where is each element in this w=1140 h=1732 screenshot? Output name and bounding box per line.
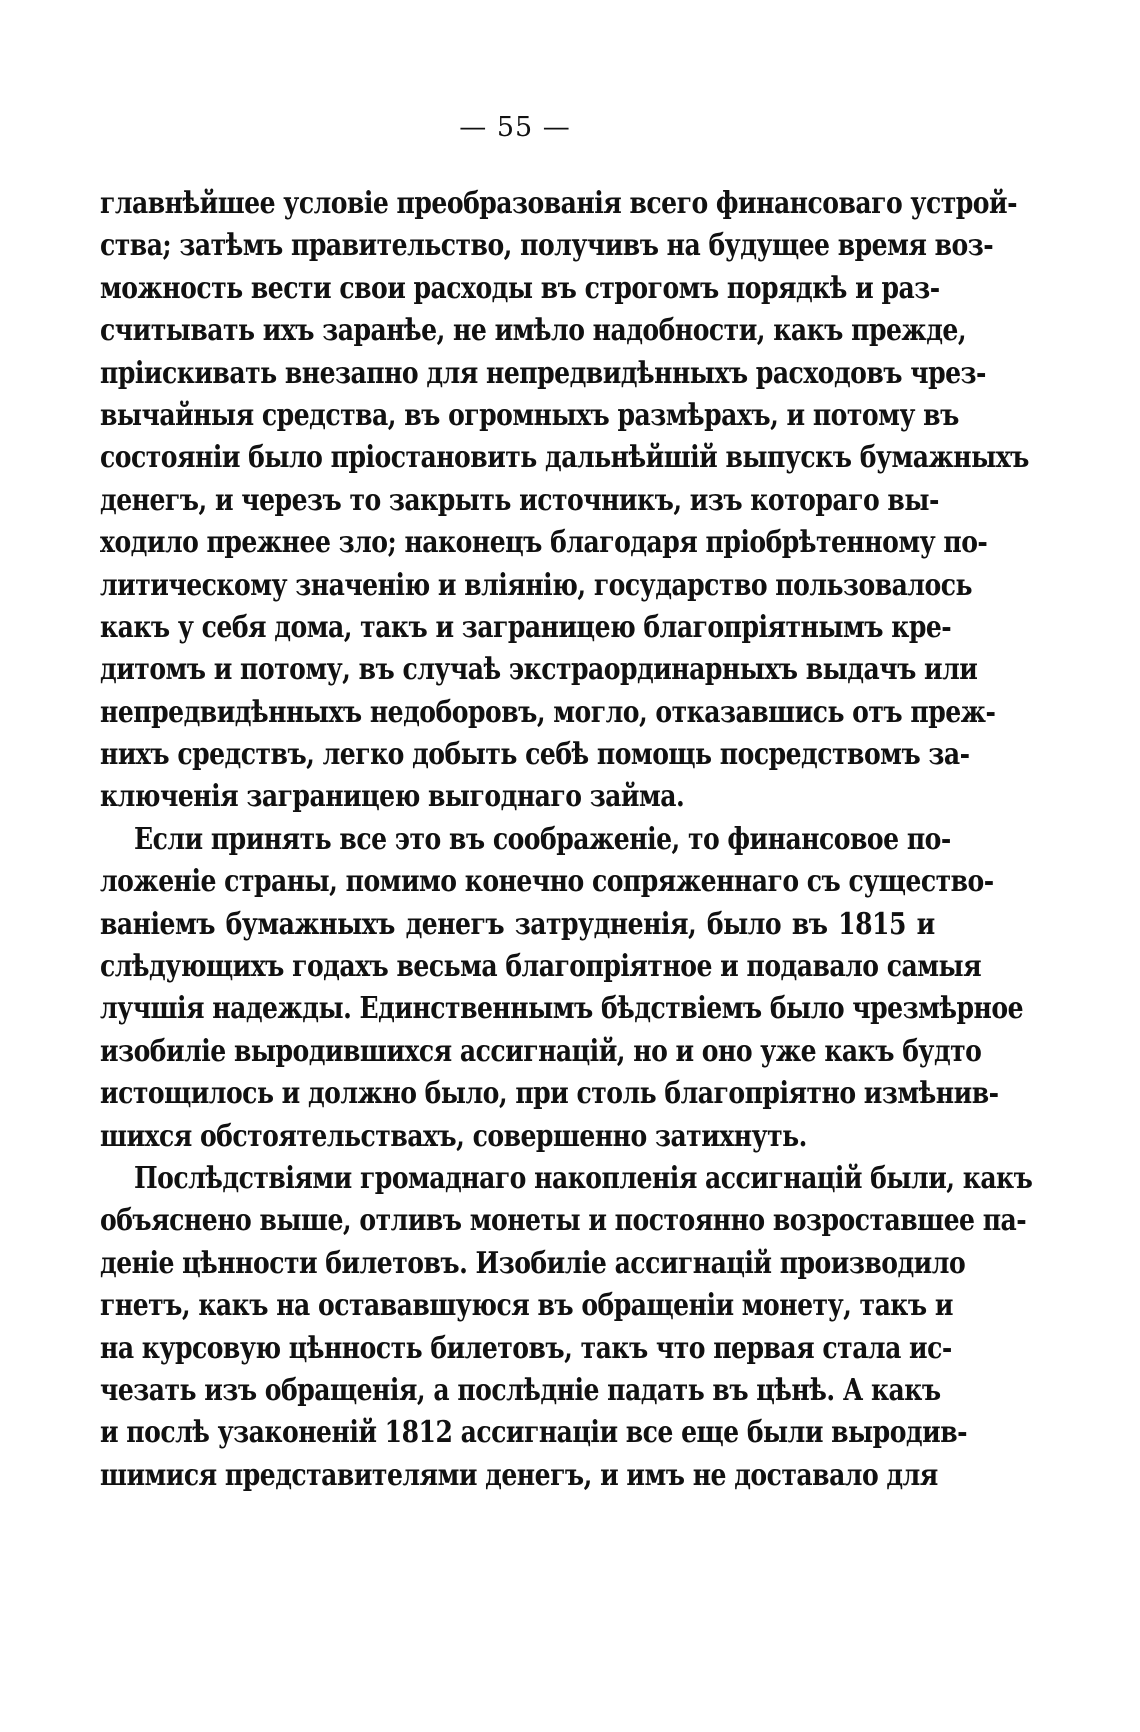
paragraph-1 (100, 182, 1029, 818)
text-line: какъ у себя дома, такъ и заграницею благопріятнымъ кре- (100, 608, 952, 644)
paragraph-2 (100, 818, 1024, 1157)
text-line: Послѣдствіями громаднаго накопленія ассигнацій были, какъ (134, 1159, 1033, 1195)
text-line: ключенія заграницею выгоднаго займа. (100, 778, 685, 814)
text-line: дитомъ и потому, въ случаѣ экстраординарныхъ выдачъ или (100, 651, 978, 687)
text-line: можность вести свои расходы въ строгомъ порядкѣ и раз- (100, 269, 940, 305)
text-line: деніе цѣнности билетовъ. Изобиліе ассигнацій производило (100, 1244, 966, 1280)
text-line: ства; затѣмъ правительство, получивъ на будущее время воз- (100, 227, 994, 263)
text-line: состояніи было пріостановить дальнѣйшій выпускъ бумажныхъ (100, 439, 1029, 475)
body-text (100, 182, 1033, 1496)
text-line: считывать ихъ заранѣе, не имѣло надобности, какъ прежде, (100, 312, 967, 348)
page-number: — 55 — (459, 112, 571, 143)
text-line: шимися представителями денегъ, и имъ не доставало для (100, 1456, 938, 1492)
text-line: пріискивать внезапно для непредвидѣнныхъ расходовъ чрез- (100, 354, 986, 390)
text-line: истощилось и должно было, при столь благопріятно измѣнив- (100, 1075, 999, 1111)
text-line: вычайныя средства, въ огромныхъ размѣрахъ, и потому въ (100, 396, 959, 432)
text-line: и послѣ узаконеній 1812 ассигнаціи все еще были выродив- (100, 1414, 968, 1450)
text-line: лучшія надежды. Единственнымъ бѣдствіемъ было чрезмѣрное (100, 990, 1024, 1026)
text-line: литическому значенію и вліянію, государство пользовалось (100, 566, 973, 602)
text-line: нихъ средствъ, легко добыть себѣ помощь посредствомъ за- (100, 736, 970, 772)
text-line: ваніемъ бумажныхъ денегъ затрудненія, было въ 1815 и (100, 905, 935, 941)
text-line: слѣдующихъ годахъ весьма благопріятное и подавало самыя (100, 948, 982, 984)
text-line: объяснено выше, отливъ монеты и постоянно возроставшее па- (100, 1202, 1027, 1238)
paragraph-3 (100, 1157, 1033, 1496)
text-line: на курсовую цѣнность билетовъ, такъ что первая стала ис- (100, 1329, 952, 1365)
text-line: чезать изъ обращенія, а послѣдніе падать въ цѣнѣ. А какъ (100, 1371, 941, 1407)
text-line: Если принять все это въ соображеніе, то финансовое по- (134, 820, 951, 856)
text-line: изобиліе выродившихся ассигнацій, но и оно уже какъ будто (100, 1032, 982, 1068)
text-line: шихся обстоятельствахъ, совершенно затихнуть. (100, 1117, 807, 1153)
text-line: ложеніе страны, помимо конечно сопряженнаго съ существо- (100, 863, 994, 899)
text-line: непредвидѣнныхъ недоборовъ, могло, отказавшись отъ преж- (100, 693, 996, 729)
text-line: главнѣйшее условіе преобразованія всего финансоваго устрой- (100, 185, 1017, 220)
text-line: гнетъ, какъ на остававшуюся въ обращеніи монету, такъ и (100, 1287, 953, 1323)
text-line: ходило прежнее зло; наконецъ благодаря пріобрѣтенному по- (100, 524, 988, 560)
text-line: денегъ, и черезъ то закрыть источникъ, изъ котораго вы- (100, 481, 939, 517)
